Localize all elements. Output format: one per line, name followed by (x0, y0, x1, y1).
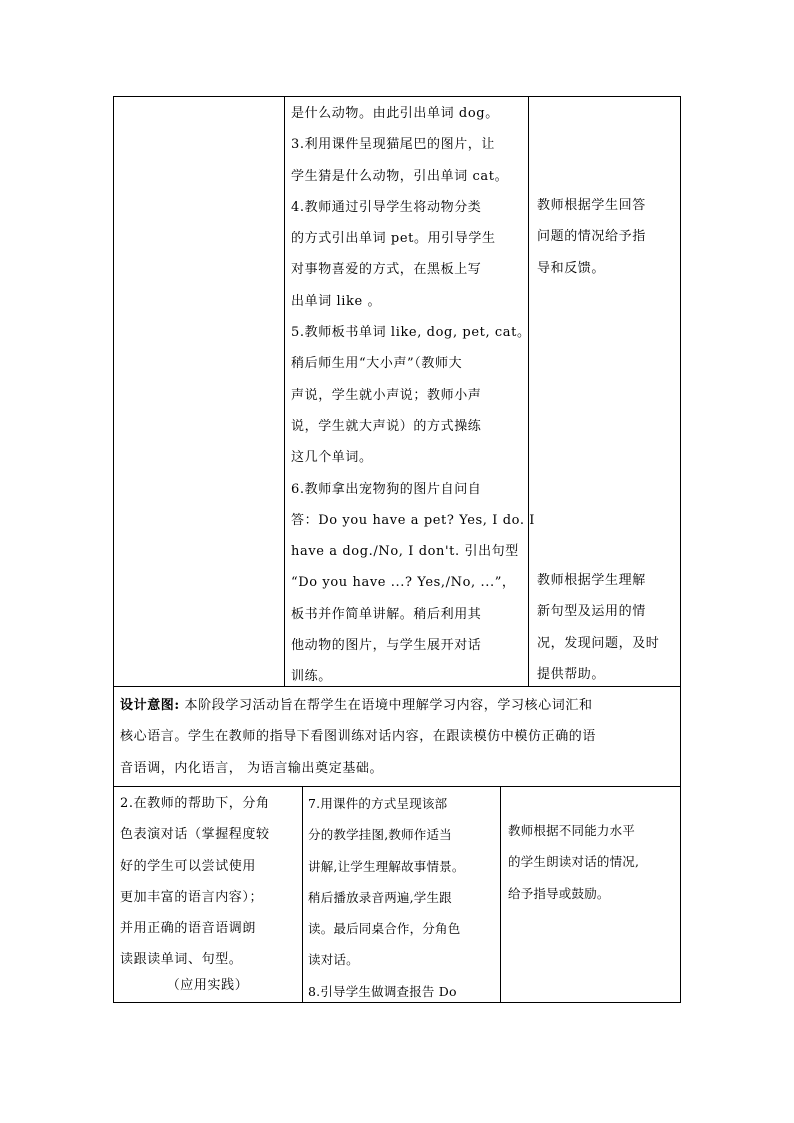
text-line: 是什么动物。由此引出单词 dog。 (291, 106, 499, 121)
design-intent-bottom-border (113, 786, 680, 787)
lower-left-note: （应用实践） (166, 978, 249, 993)
text-line: 训练。 (291, 669, 332, 685)
text-line: 读。最后同桌合作，分角色 (308, 921, 461, 937)
upper-col-divider-1 (284, 96, 285, 686)
text-line (120, 690, 596, 721)
text-line: 4.教师通过引导学生将动物分类 (291, 199, 482, 215)
text-line: 6.教师拿出宠物狗的图片自问自 (291, 481, 482, 497)
text-line: 对事物喜爱的方式，在黑板上写 (291, 262, 482, 278)
text-line: 7.用课件的方式呈现该部 (308, 796, 448, 811)
text-line: 色表演对话（掌握程度较 (120, 827, 270, 843)
text-line: 问题的情况给予指 (537, 229, 646, 245)
upper-right-feedback-1 (537, 190, 646, 284)
design-intent-text (120, 690, 596, 784)
lower-col-divider-1 (302, 786, 303, 1002)
text-line: 教师根据不同能力水平 (508, 823, 636, 838)
text-line: 他动物的图片，与学生展开对话 (291, 638, 482, 654)
text-line: 并用正确的语音语调朗 (120, 921, 257, 937)
design-intent-line-2: 核心语言。学生在教师的指导下看图训练对话内容，在跟读模仿中模仿正确的语 (120, 729, 597, 745)
lower-left-cell-text (120, 788, 270, 976)
table-right-border (680, 96, 681, 1003)
text-line: “Do you have ...? Yes,/No, ...”， (291, 575, 516, 591)
text-line: 讲解,让学生理解故事情景。 (308, 858, 465, 874)
upper-left-cell (114, 97, 284, 686)
text-line: 板书并作简单讲解。稍后利用其 (291, 606, 482, 622)
upper-right-feedback-2 (537, 565, 659, 690)
text-line: 稍后师生用“大小声”（教师大 (291, 356, 463, 372)
text-line: 新句型及运用的情 (537, 604, 646, 620)
text-line: 3.利用课件呈现猫尾巴的图片，让 (291, 137, 496, 153)
text-line: 教师根据学生回答 (537, 198, 646, 213)
design-intent-label: 设计意图: (120, 698, 180, 713)
text-line: 5.教师板书单词 like, dog, pet, cat。 (291, 325, 531, 341)
text-line: 说，学生就大声说）的方式操练 (291, 418, 482, 434)
text-line: 读对话。 (308, 952, 359, 968)
text-line: 更加丰富的语言内容）； (120, 889, 264, 905)
text-line: 稍后播放录音两遍,学生跟 (308, 889, 452, 905)
lower-middle-cell-text (308, 788, 465, 1007)
lower-right-cell-text (508, 815, 639, 909)
design-intent-line-1: 本阶段学习活动旨在帮学生在语境中理解学习内容，学习核心词汇和 (179, 698, 593, 713)
text-line: 2.在教师的帮助下，分角 (120, 796, 270, 811)
text-line: 况，发现问题，及时 (537, 635, 660, 651)
design-intent-line-3: 音语调，内化语言， 为语言输出奠定基础。 (120, 760, 384, 776)
text-line: 教师根据学生理解 (537, 573, 646, 588)
text-line: 答：Do you have a pet? Yes, I do. I (291, 512, 536, 528)
text-line: 给予指导或鼓励。 (508, 885, 610, 901)
text-line: 提供帮助。 (537, 666, 606, 682)
text-line: 好的学生可以尝试使用 (120, 858, 257, 874)
text-line: 声说，学生就小声说；教师小声 (291, 387, 482, 403)
text-line: 出单词 like 。 (291, 293, 382, 309)
text-line: 8.引导学生做调查报告 Do (308, 983, 457, 999)
text-line: 导和反馈。 (537, 260, 606, 276)
text-line: 学生猜是什么动物，引出单词 cat。 (291, 168, 509, 184)
text-line: 这几个单词。 (291, 450, 373, 466)
text-line: 的学生朗读对话的情况, (508, 854, 640, 870)
text-line: 读跟读单词、句型。 (120, 952, 243, 968)
text-line: have a dog./No, I don't. 引出句型 (291, 544, 519, 560)
upper-middle-cell-text (291, 98, 535, 693)
text-line: 的方式引出单词 pet。用引导学生 (291, 231, 496, 247)
lower-col-divider-2 (500, 786, 501, 1002)
text-line: 分的教学挂图,教师作适当 (308, 827, 452, 843)
